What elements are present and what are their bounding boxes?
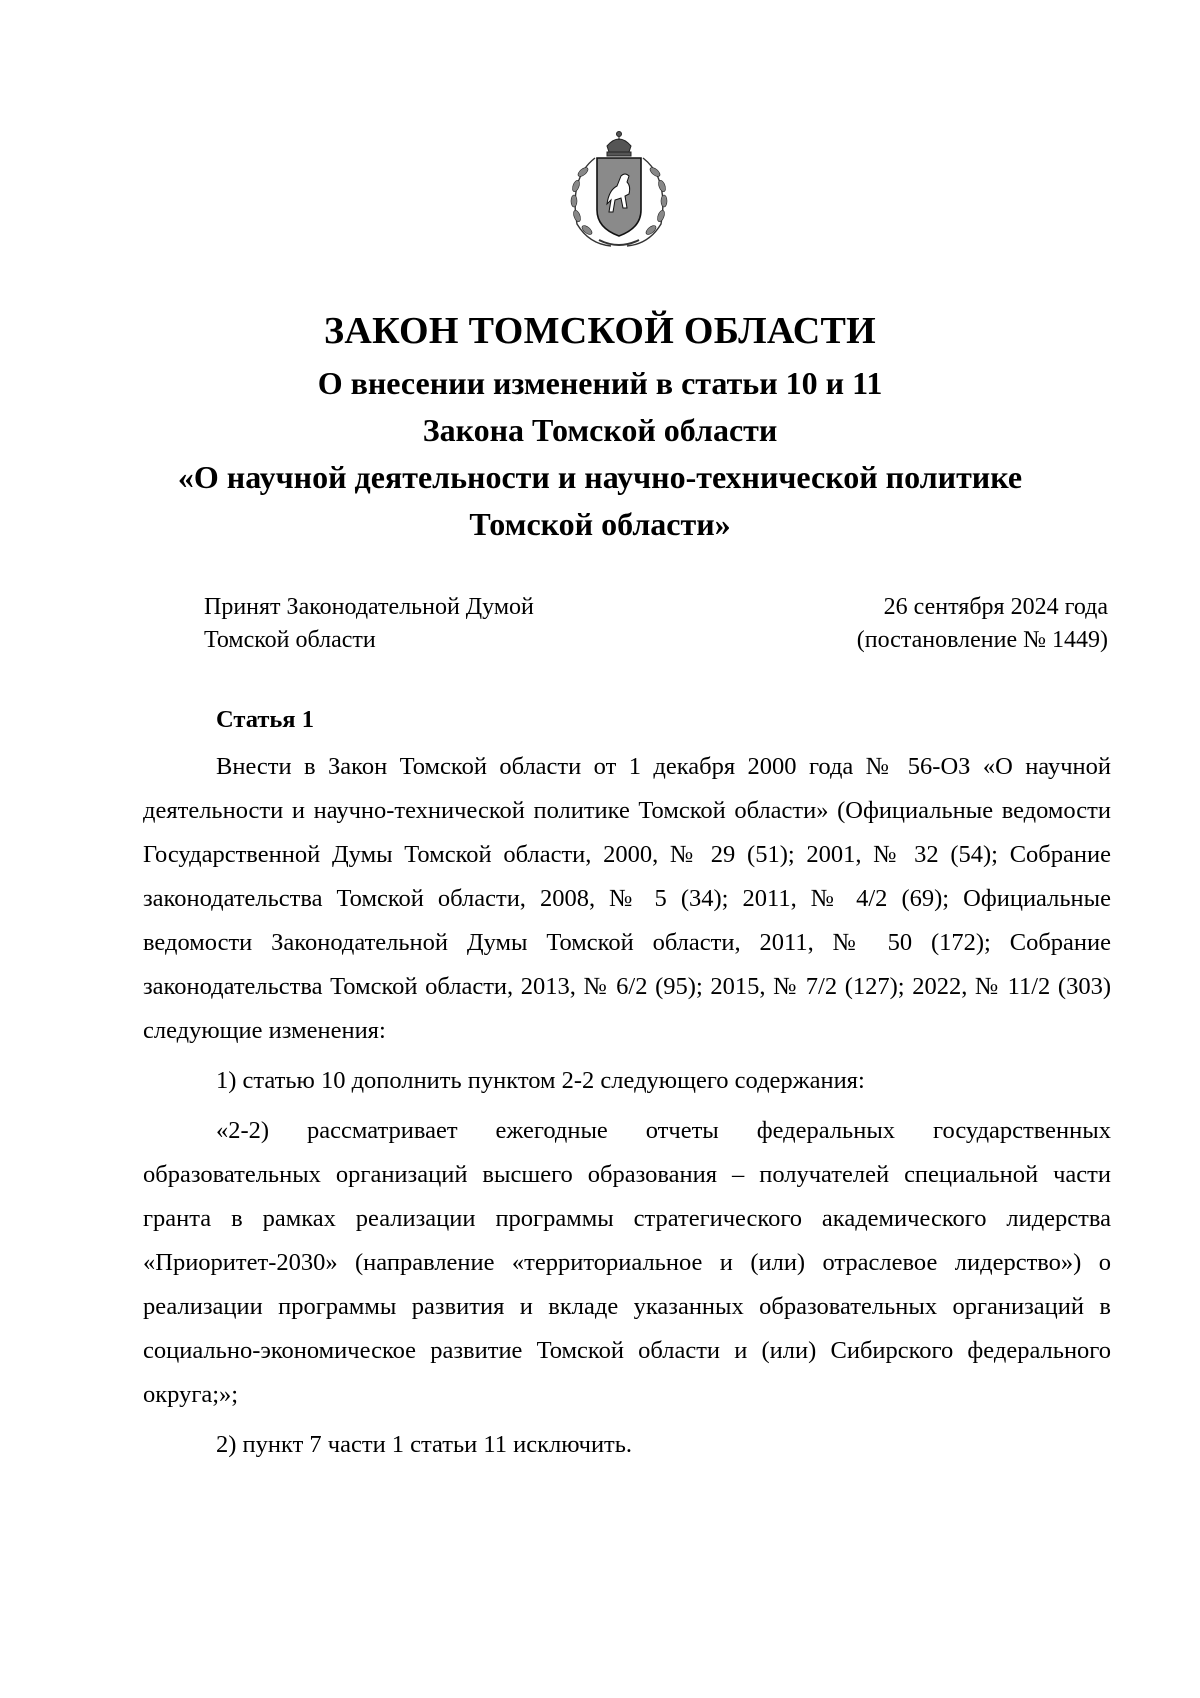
subtitle-line: Закона Томской области	[422, 412, 778, 448]
resolution-number: (постановление № 1449)	[856, 627, 1108, 653]
subtitle-line: О внесении изменений в статьи 10 и 11	[317, 365, 883, 401]
adopting-body	[204, 591, 664, 657]
law-subtitle	[100, 360, 1100, 548]
article-intro-paragraph: Внести в Закон Томской области от 1 декабря 2000 года № 56-ОЗ «О научной деятельности и научно-технической политике Томской области» (Официальные ведомости Государственной Думы Томской области, 2000, № 29 (51); 2001, № 32 (54); Собрание законодательства Томской области, 2008, № 5 (34); 2011, № 4/2 (69); Официальные ведомости Законодательной Думы Томской области, 2011, № 50 (172); Собрание законодательства Томской области, 2013, № 6/2 (95); 2015, № 7/2 (127); 2022, № 11/2 (303) следующие изменения:	[143, 753, 1111, 1044]
law-title: ЗАКОН ТОМСКОЙ ОБЛАСТИ	[324, 310, 876, 352]
law-header	[100, 308, 1100, 548]
amendment-quote: «2-2) рассматривает ежегодные отчеты федеральных государственных образовательных организаций высшего образования – получателей специальной части гранта в рамках реализации программы стратегического академического лидерства «Приоритет-2030» (направление «территориальное и (или) отраслевое лидерство») о реализации программы развития и вкладе указанных образовательных организаций в социально-экономическое развитие Томской области и (или) Сибирского федерального округа;»;	[143, 1117, 1111, 1408]
coat-of-arms-icon	[555, 128, 683, 254]
adopting-body-line: Принят Законодательной Думой	[204, 594, 534, 620]
law-body	[143, 701, 1111, 1467]
subtitle-line: Томской области»	[469, 506, 731, 542]
amendment-item: 1) статью 10 дополнить пунктом 2-2 следующего содержания:	[216, 1067, 865, 1094]
adoption-date-text: 26 сентября 2024 года	[883, 594, 1108, 620]
subtitle-line: «О научной деятельности и научно-технической политике	[177, 459, 1023, 495]
adoption-date	[768, 591, 1108, 657]
amendment-item: 2) пункт 7 части 1 статьи 11 исключить.	[216, 1431, 633, 1458]
adopting-body-line: Томской области	[204, 627, 376, 653]
article-heading: Статья 1	[216, 706, 314, 733]
